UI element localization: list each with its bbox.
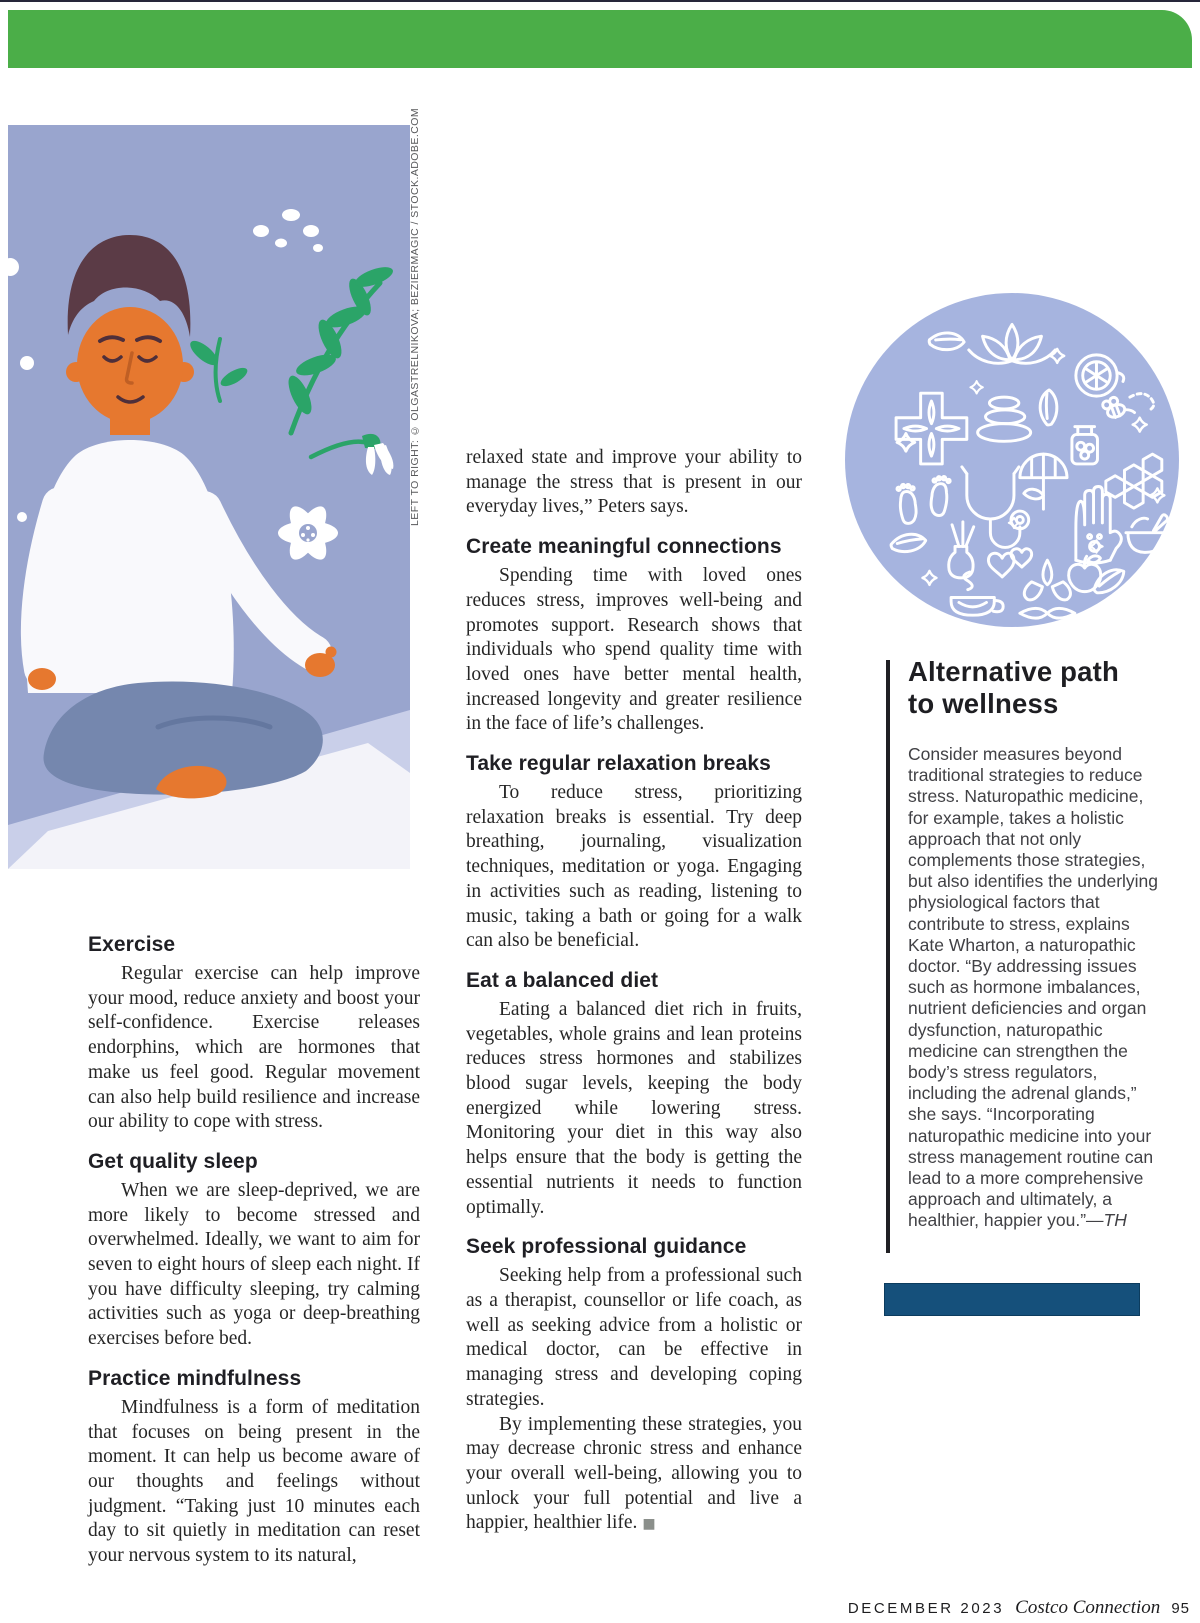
end-of-article-mark: ■: [642, 1516, 656, 1533]
section-heading: Exercise: [88, 933, 176, 956]
continuation-paragraph: relaxed state and improve your ability to manage the stress that is present in our everyday lives,” Peters says.: [466, 447, 802, 518]
section-heading: Eat a balanced diet: [466, 968, 659, 992]
section-paragraph: Mindfulness is a form of meditation that focuses on being present in the moment. It can help us become aware of our thoughts and feelings without judgment. “Taking just 10 minutes each day to sit quietly in meditation can reset your nervous system to its natural,: [88, 1396, 420, 1567]
closing-paragraph: [466, 1413, 802, 1538]
sidebar-accent-bar: [884, 1283, 1140, 1316]
footer-issue-date: DECEMBER 2023: [847, 1600, 1005, 1617]
section-paragraph: To reduce stress, prioritizing relaxation breaks is essential. Try deep breathing, journaling, visualization techniques, meditation or yoga. Engaging in activities such as reading, listening to music, taking a bath or going for a walk can also be beneficial.: [466, 782, 802, 952]
sidebar-byline: —TH: [1086, 1210, 1127, 1231]
footer-page-number: 95: [1171, 1600, 1190, 1617]
section-heading: Get quality sleep: [88, 1149, 258, 1173]
sidebar: [908, 656, 1160, 1232]
sidebar-title: Alternative path to wellness: [908, 656, 1120, 719]
wellness-icons-illustration: [845, 293, 1179, 627]
green-top-bar: [8, 10, 1192, 68]
section-heading: Create meaningful connections: [466, 535, 782, 559]
page-footer: [848, 1597, 1190, 1619]
meditation-illustration: [8, 125, 410, 869]
section-heading: Take regular relaxation breaks: [466, 752, 771, 776]
section-paragraph: Regular exercise can help improve your mood, reduce anxiety and boost your self-confidence. Exercise releases endorphins, which are hormones that make us feel good. Regular movement can also help build resilience and increase our ability to cope with stress.: [88, 963, 420, 1133]
closing-text: By implementing these strategies, you may decrease chronic stress and enhance your overall well-being, allowing you to unlock your full potential and live a happier, healthier life.: [466, 1413, 802, 1534]
sidebar-body: [908, 744, 1160, 1232]
photo-credit: LEFT TO RIGHT: © OLGASTRELNIKOVA; BEZIERMAGIC / STOCK.ADOBE.COM: [409, 107, 421, 526]
section-paragraph: Seeking help from a professional such as a therapist, counsellor or life coach, as well as seeking advice from a holistic or medical doctor, can be effective in managing stress and developing coping strategies.: [466, 1265, 802, 1410]
section-paragraph: When we are sleep-deprived, we are more likely to become stressed and overwhelmed. Ideally, we want to aim for seven to eight hours of sleep each night. If you have difficulty sleeping, try calming activities such as yoga or deep-breathing exercises before bed.: [88, 1179, 420, 1350]
article-column-left: [88, 932, 420, 1569]
footer-magazine-name: Costco Connection: [1015, 1597, 1161, 1618]
wellness-circle-bg: [845, 293, 1179, 627]
page-top-rule: [0, 0, 1200, 2]
section-paragraph: Eating a balanced diet rich in fruits, vegetables, whole grains and lean proteins reduces stress hormones and stabilizes blood sugar levels, keeping the body energized while lowering stress. Monitoring your diet in this way also helps ensure that the body is getting the essential nutrients it needs to function optimally.: [466, 998, 802, 1218]
sidebar-rule: [886, 660, 890, 1253]
section-paragraph: Spending time with loved ones reduces stress, improves well-being and promotes support. Research shows that individuals who spend quality time with loved ones have better mental health, increased longevity and greater resilience in the face of life’s challenges.: [466, 565, 802, 735]
sidebar-text: Consider measures beyond traditional strategies to reduce stress. Naturopathic medicine, for example, takes a holistic approach that not only complements those strategies, but also identifies the underlying physiological factors that contribute to stress, explains Kate Wharton, a naturopathic doctor. “By addressing issues such as hormone imbalances, nutrient deficiencies and organ dysfunction, naturopathic medicine can strengthen the body’s stress regulators, including the adrenal glands,” she says. “Incorporating naturopathic medicine into your stress management routine can lead to a more comprehensive approach and ultimately, a healthier, happier you.”: [908, 744, 1159, 1231]
section-heading: Seek professional guidance: [466, 1235, 747, 1259]
article-column-middle: [466, 446, 802, 1537]
section-heading: Practice mindfulness: [88, 1366, 302, 1390]
